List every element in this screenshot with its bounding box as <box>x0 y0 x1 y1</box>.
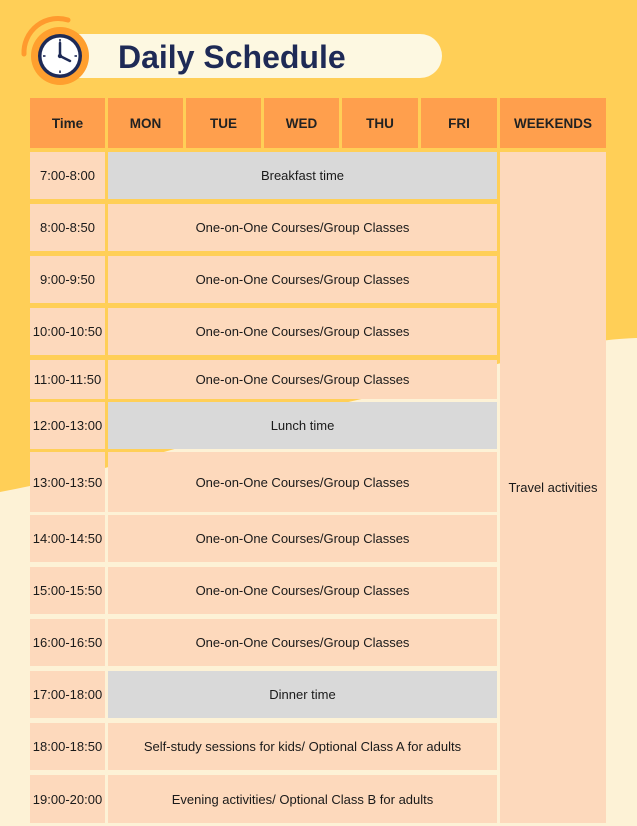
meal-cell: Breakfast time <box>108 152 497 199</box>
column-header-weekends: WEEKENDS <box>500 98 606 148</box>
time-slot-cell: 18:00-18:50 <box>30 723 105 770</box>
time-slot-cell: 8:00-8:50 <box>30 204 105 251</box>
time-slot-cell: 17:00-18:00 <box>30 671 105 718</box>
activity-cell: One-on-One Courses/Group Classes <box>108 204 497 251</box>
column-header-fri: FRI <box>421 98 497 148</box>
activity-cell: Self-study sessions for kids/ Optional Class A for adults <box>108 723 497 770</box>
weekend-activity-cell: Travel activities <box>500 152 606 823</box>
time-slot-cell: 16:00-16:50 <box>30 619 105 666</box>
time-slot-cell: 14:00-14:50 <box>30 515 105 562</box>
time-slot-cell: 15:00-15:50 <box>30 567 105 614</box>
meal-cell: Lunch time <box>108 402 497 449</box>
time-slot-cell: 11:00-11:50 <box>30 360 105 399</box>
activity-cell: Evening activities/ Optional Class B for adults <box>108 775 497 823</box>
activity-cell: One-on-One Courses/Group Classes <box>108 360 497 399</box>
page-title: Daily Schedule <box>118 39 346 75</box>
activity-cell: One-on-One Courses/Group Classes <box>108 308 497 355</box>
time-slot-cell: 12:00-13:00 <box>30 402 105 449</box>
time-slot-cell: 7:00-8:00 <box>30 152 105 199</box>
column-header-wed: WED <box>264 98 339 148</box>
column-header-mon: MON <box>108 98 183 148</box>
time-slot-cell: 19:00-20:00 <box>30 775 105 823</box>
column-header-tue: TUE <box>186 98 261 148</box>
time-slot-cell: 10:00-10:50 <box>30 308 105 355</box>
activity-cell: One-on-One Courses/Group Classes <box>108 515 497 562</box>
activity-cell: One-on-One Courses/Group Classes <box>108 256 497 303</box>
activity-cell: One-on-One Courses/Group Classes <box>108 619 497 666</box>
column-header-thu: THU <box>342 98 418 148</box>
time-slot-cell: 9:00-9:50 <box>30 256 105 303</box>
meal-cell: Dinner time <box>108 671 497 718</box>
activity-cell: One-on-One Courses/Group Classes <box>108 452 497 512</box>
activity-cell: One-on-One Courses/Group Classes <box>108 567 497 614</box>
column-header-time: Time <box>30 98 105 148</box>
time-slot-cell: 13:00-13:50 <box>30 452 105 512</box>
